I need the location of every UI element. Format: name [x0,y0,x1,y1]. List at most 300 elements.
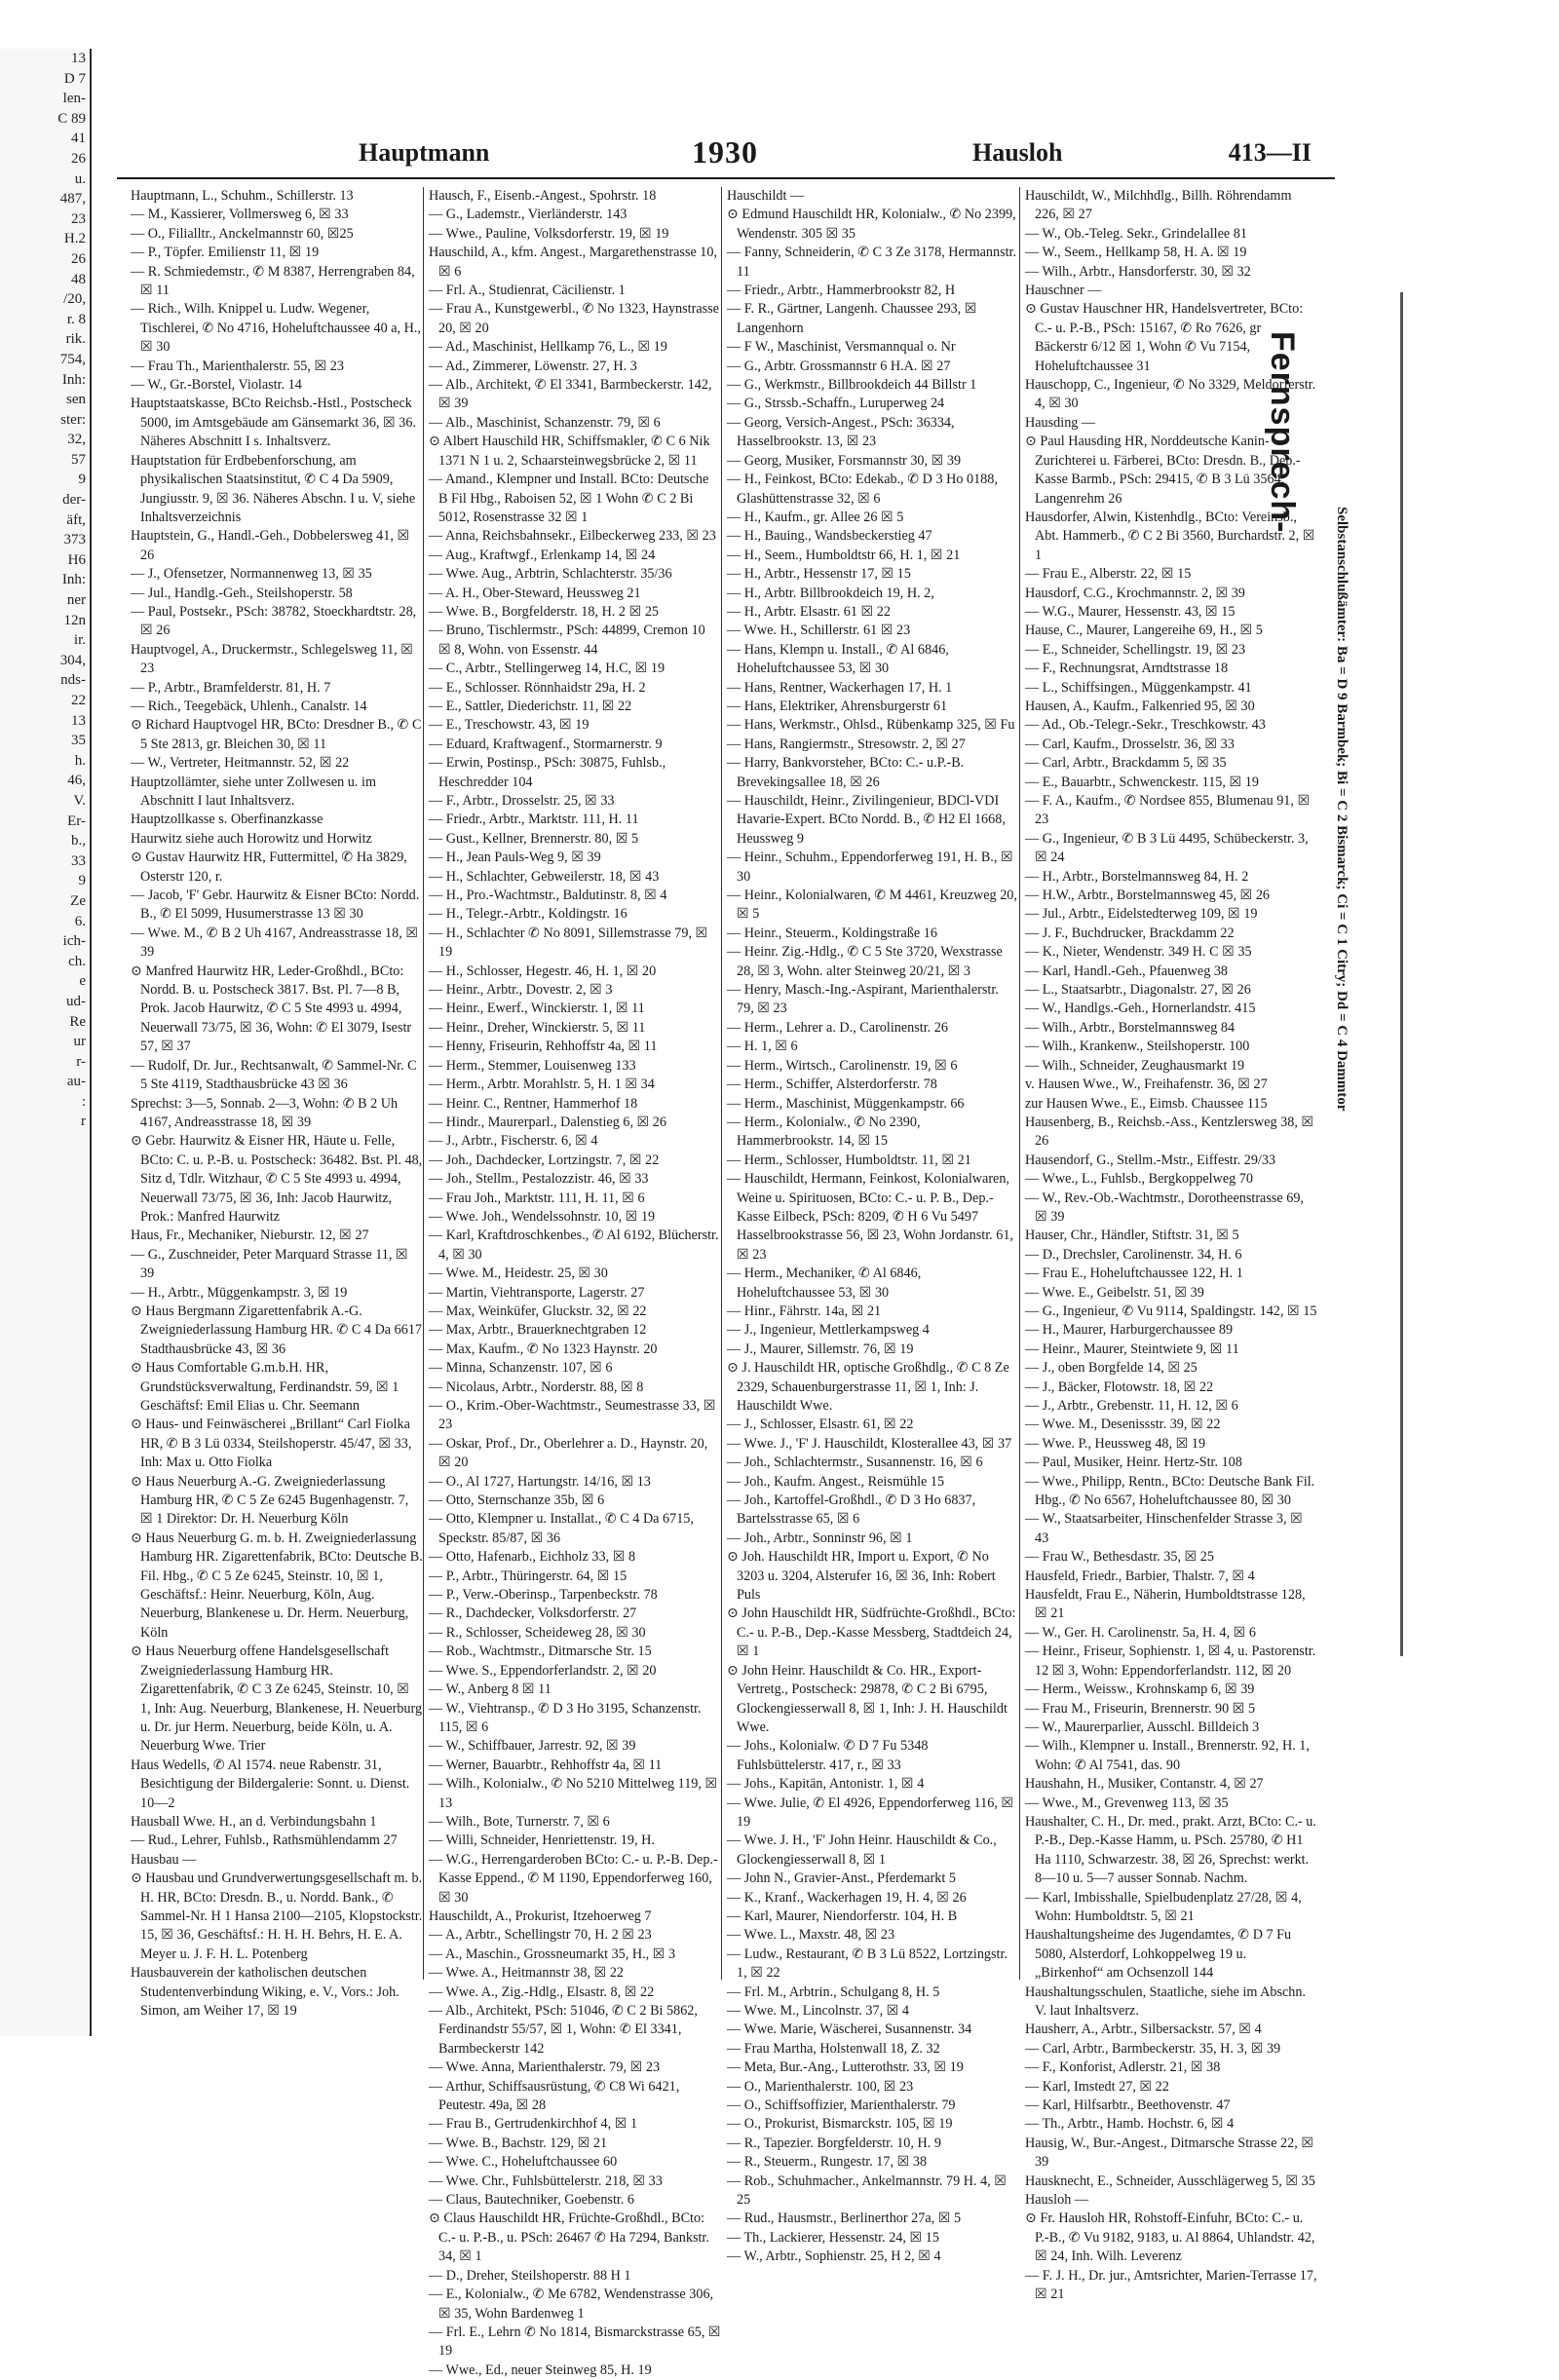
directory-entry: — Hans, Werkmstr., Ohlsd., Rübenkamp 325, ☒ Fu [727,717,1015,734]
directory-entry: — H., Arbtr., Müggenkampstr. 3, ☒ 19 [131,1284,348,1301]
directory-entry: — W.G., Maurer, Hessenstr. 43, ☒ 15 [1025,603,1236,620]
edge-fragment: H6 [67,551,86,568]
directory-entry: Hauschopp, C., Ingenieur, ✆ No 3329, Meldorferstr. 4, ☒ 30 [1025,377,1316,412]
directory-entry: — Herm., Weissw., Krohnskamp 6, ☒ 39 [1025,1681,1255,1698]
directory-entry: — Frau M., Friseurin, Brennerstr. 90 ☒ 5 [1025,1700,1256,1717]
directory-entry: — H. 1, ☒ 6 [727,1039,798,1055]
directory-entry: — Joh., Schlachtermstr., Susannenstr. 16, ☒ 6 [727,1454,983,1471]
edge-fragment: Ze [70,892,86,909]
directory-entry: — O., Al 1727, Hartungstr. 14/16, ☒ 13 [429,1473,651,1490]
directory-entry: — Th., Lackierer, Hessenstr. 24, ☒ 15 [727,2229,939,2246]
directory-entry: Hausig, W., Bur.-Angest., Ditmarsche Strasse 22, ☒ 39 [1025,2134,1314,2171]
directory-entry: — Joh., Kartoffel-Großhdl., ✆ D 3 Ho 6837, Bartelsstrasse 65, ☒ 6 [727,1492,976,1528]
directory-entry: — Erwin, Postinsp., PSch: 30875, Fuhlsb., Heschredder 104 [429,755,666,790]
directory-entry: — Carl, Arbtr., Barmbeckerstr. 35, H. 3, ☒ 39 [1025,2040,1281,2057]
edge-fragment: 41 [71,131,86,147]
directory-entry: Haus Wedells, ✆ Al 1574. neue Rabenstr. 31, Besichtigung der Bildergalerie: Sonnt. u. Dienst. 10—2 [131,1757,410,1811]
directory-entry: — F., Konforist, Adlerstr. 21, ☒ 38 [1025,2059,1221,2076]
directory-entry: — H., Arbtr., Borstelmannsweg 84, H. 2 [1025,868,1249,885]
directory-entry: ⊙ Gustav Hauschner HR, Handelsvertreter, BCto: C.- u. P.-B., PSch: 15167, ✆ Ro 7626, gr Bäckerstr 6/12 ☒ 1, Wohn ✆ Vu 7154, Hoheluftchaussee 31 [1025,301,1304,374]
directory-entry: — Joh., Stellm., Pestalozzistr. 46, ☒ 33 [429,1171,649,1188]
directory-entry: ⊙ Richard Hauptvogel HR, BCto: Dresdner B., ✆ C 5 Ste 2813, gr. Bleichen 30, ☒ 11 [131,717,422,752]
edge-fragment: len- [62,91,86,107]
directory-entry: — Jul., Handlg.-Geh., Steilshoperstr. 58 [131,585,353,601]
directory-entry: Hauschild, A., kfm. Angest., Margarethenstrasse 10, ☒ 6 [429,245,718,280]
directory-entry: ⊙ John Heinr. Hauschildt & Co. HR., Export-Vertretg., Postscheck: 29878, ✆ C 2 Bi 6795, Glockengiesserwall 8, ☒ 1, Inh: J. H. Hauschildt Wwe. [727,1662,1008,1735]
directory-entry: — John N., Gravier-Anst., Pferdemarkt 5 [727,1870,956,1887]
directory-entry: — Otto, Sternschanze 35b, ☒ 6 [429,1492,605,1509]
directory-entry: — Nicolaus, Arbtr., Norderstr. 88, ☒ 8 [429,1379,644,1395]
directory-entry: — Wilh., Arbtr., Hansdorferstr. 30, ☒ 32 [1025,263,1251,280]
edge-fragment: r [81,1114,86,1130]
directory-entry: — J., Schlosser, Elsastr. 61, ☒ 22 [727,1417,914,1433]
directory-entry: — Wwe. Julie, ✆ El 4926, Eppendorferweg 116, ☒ 19 [727,1794,1014,1830]
edge-fragment: au- [66,1074,86,1090]
directory-entry: — H.W., Arbtr., Borstelmannsweg 45, ☒ 26 [1025,888,1271,904]
directory-entry: ⊙ Haus- und Feinwäscherei „Brillant“ Carl Fiolka HR, ✆ B 3 Lü 0334, Steilshoperstr. 45/47, ☒ 33, Inh: Max u. Otto Fiolka [131,1417,412,1471]
directory-entry: Hauptvogel, A., Druckermstr., Schlegelsweg 11, ☒ 23 [131,641,413,677]
directory-entry: — Johs., Kapitän, Antonistr. 1, ☒ 4 [727,1776,925,1793]
directory-entry: — L., Schiffsingen., Müggenkampstr. 41 [1025,679,1252,696]
edge-fragment: e [79,973,86,990]
directory-entry: Hauptstation für Erdbebenforschung, am physikalischen Staatsinstitut, ✆ C 4 Da 5909, Jungiusstr. 9, ☒ 36. Näheres Abschn. I u. V, siehe Inhaltsverzeichnis [131,452,416,525]
directory-entry: — Heinr., Friseur, Sophienstr. 1, ☒ 4, u. Pastorenstr. 12 ☒ 3, Wohn: Eppendorferlandstr. 112, ☒ 20 [1025,1643,1316,1679]
directory-entry: — Oskar, Prof., Dr., Oberlehrer a. D., Haynstr. 20, ☒ 20 [429,1435,708,1471]
directory-entry: — Wwe. H., Schillerstr. 61 ☒ 23 [727,623,911,639]
binding-edge [1400,292,1403,1656]
edge-fragment: V. [73,792,86,809]
directory-entry: — F., Rechnungsrat, Arndtstrasse 18 [1025,661,1229,677]
directory-entry: — Rich., Wilh. Knippel u. Ludw. Wegener, Tischlerei, ✆ No 4716, Hoheluftchaussee 40 a, H., ☒ 30 [131,301,421,356]
directory-entry: — R. Schmiedemstr., ✆ M 8387, Herrengraben 84, ☒ 11 [131,263,415,299]
directory-entry: — Herm., Maschinist, Müggenkampstr. 66 [727,1095,965,1112]
directory-entry: — G., Arbtr. Grossmannstr 6 H.A. ☒ 27 [727,358,951,374]
directory-entry: Hauschildt — [727,188,805,204]
directory-entry: ⊙ Edmund Hauschildt HR, Kolonialw., ✆ No 2399, Wendenstr. 305 ☒ 35 [727,207,1016,242]
directory-entry: — Hinr., Fährstr. 14a, ☒ 21 [727,1303,882,1319]
directory-entry: — Karl, Maurer, Niendorferstr. 104, H. B [727,1908,958,1924]
directory-entry: — W., Arbtr., Sophienstr. 25, H 2, ☒ 4 [727,2248,941,2265]
directory-entry: — K., Kranf., Wackerhagen 19, H. 4, ☒ 26 [727,1889,967,1906]
directory-entry: — Anna, Reichsbahnsekr., Eilbeckerweg 233, ☒ 23 [429,528,716,545]
edge-fragment: 6. [74,913,86,929]
directory-entry: — E., Schneider, Schellingstr. 19, ☒ 23 [1025,641,1246,658]
directory-entry: Haus, Fr., Mechaniker, Nieburstr. 12, ☒ 27 [131,1228,369,1244]
edge-fragment: 22 [71,693,86,708]
directory-entry: — Bruno, Tischlermstr., PSch: 44899, Cremon 10 ☒ 8, Wohn. von Essenstr. 44 [429,623,705,658]
directory-entry: ⊙ Fr. Hausloh HR, Rohstoff-Einfuhr, BCto: C.- u. P.-B., ✆ Vu 9182, 9183, u. Al 8864, Uhlandstr. 42, ☒ 24, Inh. Wilh. Leverenz [1025,2210,1315,2265]
edge-fragment: 48 [71,271,86,287]
directory-entry: ⊙ Paul Hausding HR, Norddeutsche Kanin-Zurichterei u. Färberei, BCto: Dresdn. B., Dep.-Kasse Barmb., PSch: 29415, ✆ B 3 Lü 3564, Langenrehm 26 [1025,434,1301,507]
edge-fragment: Inh: [61,572,86,588]
directory-entry: — Gust., Kellner, Brennerstr. 80, ☒ 5 [429,830,639,847]
directory-entry: — Joh., Kaufm. Angest., Reismühle 15 [727,1473,945,1490]
directory-entry: — Rud., Hausmstr., Berlinerthor 27a, ☒ 5 [727,2210,962,2227]
directory-entry: — Frau Joh., Marktstr. 111, H. 11, ☒ 6 [429,1190,645,1206]
directory-entry: — Paul, Musiker, Heinr. Hertz-Str. 108 [1025,1454,1242,1471]
directory-entry: ⊙ Joh. Hauschildt HR, Import u. Export, ✆ No 3203 u. 3204, Alsterufer 16, ☒ 36, Inh: Robert Puls [727,1549,996,1604]
directory-entry: — H., Kaufm., gr. Allee 26 ☒ 5 [727,509,904,525]
directory-entry: — Heinr., Ewerf., Winckierstr. 1, ☒ 11 [429,1001,645,1017]
directory-entry: — E., Schlosser. Rönnhaidstr 29a, H. 2 [429,679,646,696]
edge-fragment: 13 [71,712,86,729]
directory-entry: Hausdorfer, Alwin, Kistenhdlg., BCto: Vereinsb., Abt. Hammerb., ✆ C 2 Bi 3560, Burchardstr. 2, ☒ 1 [1025,509,1315,563]
directory-entry: — Max, Weinküfer, Gluckstr. 32, ☒ 22 [429,1303,647,1319]
directory-entry: — A. H., Ober-Steward, Heussweg 21 [429,585,641,601]
directory-entry: — G., Werkmstr., Billbrookdeich 44 Billstr 1 [727,377,977,394]
directory-entry: — Frau A., Kunstgewerbl., ✆ No 1323, Haynstrasse 20, ☒ 20 [429,301,719,336]
directory-entry: — Alb., Maschinist, Schanzenstr. 79, ☒ 6 [429,414,661,431]
edge-fragment: 9 [78,873,86,889]
directory-entry: — R., Dachdecker, Volksdorferstr. 27 [429,1606,637,1622]
directory-entry: — Rob., Schuhmacher., Ankelmannstr. 79 H. 4, ☒ 25 [727,2172,1007,2209]
directory-entry: Hauschner — [1025,283,1102,299]
directory-entry: — Otto, Klempner u. Installat., ✆ C 4 Da 6715, Speckstr. 85/87, ☒ 36 [429,1511,694,1546]
directory-entry: — Heinr., Maurer, Steintwiete 9, ☒ 11 [1025,1341,1239,1357]
directory-entry: — Jul., Arbtr., Eidelstedterweg 109, ☒ 19 [1025,906,1258,923]
directory-entry: Hauptmann, L., Schuhm., Schillerstr. 13 [131,188,354,204]
directory-entry: — Th., Arbtr., Hamb. Hochstr. 6, ☒ 4 [1025,2116,1235,2133]
edge-fragment: ster: [60,411,86,428]
directory-entry: — Alb., Architekt, PSch: 51046, ✆ C 2 Bi 5862, Ferdinandstr 55/57, ☒ 1, Wohn: ✆ El 3341, Barmbeckerstr 142 [429,2003,698,2057]
edge-fragment: Inh: [61,371,86,388]
directory-entry: — Herm., Wirtsch., Carolinenstr. 19, ☒ 6 [727,1057,958,1074]
directory-entry: Hausenberg, B., Reichsb.-Ass., Kentzlersweg 38, ☒ 26 [1025,1114,1314,1150]
directory-entry: — Max, Arbtr., Brauerknechtgraben 12 [429,1322,647,1339]
directory-entry: — Martin, Viehtransporte, Lagerstr. 27 [429,1284,645,1301]
directory-entry: Hausknecht, E., Schneider, Ausschlägerweg 5, ☒ 35 [1025,2172,1315,2189]
directory-entry: — Georg, Musiker, Forsmannstr 30, ☒ 39 [727,452,962,469]
directory-entry: ⊙ Manfred Haurwitz HR, Leder-Großhdl., BCto: Nordd. B. u. Postscheck 3817. Bst. Pl. 7—8 B, Prok. Jacob Haurwitz, ✆ C 5 Ste 4993 u. 4994, Neuerwall 73/75, ☒ 36, Wohn: ✆ El 3079, Isestr 57, ☒ 37 [131,963,412,1055]
edge-fragment: ud- [66,993,86,1009]
directory-entry: — Wwe., Pauline, Volksdorferstr. 19, ☒ 19 [429,225,669,242]
directory-entry: — L., Staatsarbtr., Diagonalstr. 27, ☒ 26 [1025,982,1251,999]
edge-fragment: 57 [71,451,86,468]
directory-entry: — W., Anberg 8 ☒ 11 [429,1681,551,1698]
directory-entry: — Heinr., Kolonialwaren, ✆ M 4461, Kreuzweg 20, ☒ 5 [727,888,1017,923]
directory-entry: — H., Maurer, Harburgerchaussee 89 [1025,1322,1234,1339]
directory-entry: — Carl, Kaufm., Drosselstr. 36, ☒ 33 [1025,736,1235,752]
edge-fragment: : [81,1093,86,1110]
directory-entry: — Werner, Bauarbtr., Rehhoffstr 4a, ☒ 11 [429,1757,663,1773]
directory-entry: — Frau Th., Marienthalerstr. 55, ☒ 23 [131,358,344,374]
directory-entry: — P., Verw.-Oberinsp., Tarpenbeckstr. 78 [429,1587,658,1604]
directory-entry: Hausfeld, Friedr., Barbier, Thalstr. 7, ☒ 4 [1025,1568,1255,1584]
directory-entry: — J., Arbtr., Grebenstr. 11, H. 12, ☒ 6 [1025,1398,1238,1414]
edge-fragment: äft, [66,511,86,528]
directory-entry: — G., Lademstr., Vierländerstr. 143 [429,207,627,223]
directory-entry: — Herm., Kolonialw., ✆ No 2390, Hammerbrookstr. 14, ☒ 15 [727,1114,921,1150]
edge-fragment: r. 8 [66,311,86,327]
edge-fragment: rik. [65,331,86,348]
directory-entry: — Wwe. J. H., 'F' John Heinr. Hauschildt & Co., Glockengiesserwall 8, ☒ 1 [727,1832,997,1868]
directory-entry: — F. R., Gärtner, Langenh. Chaussee 293, ☒ Langenhorn [727,301,977,336]
directory-entry: Hausendorf, G., Stellm.-Mstr., Eiffestr. 29/33 [1025,1152,1276,1168]
directory-entry: — Wilh., Arbtr., Borstelmannsweg 84 [1025,1019,1236,1036]
directory-entry: — J., Ofensetzer, Normannenweg 13, ☒ 35 [131,566,372,583]
directory-entry: — Frau E., Hoheluftchaussee 122, H. 1 [1025,1266,1243,1282]
directory-entry: — Wilh., Schneider, Zeughausmarkt 19 [1025,1057,1245,1074]
directory-entry: ⊙ Haus Comfortable G.m.b.H. HR, Grundstücksverwaltung, Ferdinandstr. 59, ☒ 1 Geschäftsf: Emil Elias u. Chr. Seemann [131,1360,399,1414]
edge-fragment: Re [69,1013,86,1030]
directory-entry: — Rich., Teegebäck, Uhlenh., Canalstr. 14 [131,698,367,714]
directory-entry: — Heinr., Steuerm., Koldingstraße 16 [727,925,937,941]
edge-fragment: sen [66,392,86,408]
directory-entry: — Wwe., L., Fuhlsb., Bergkoppelweg 70 [1025,1171,1253,1188]
directory-entry: — Karl, Kraftdroschkenbes., ✆ Al 6192, Blücherstr. 4, ☒ 30 [429,1228,719,1263]
directory-entry: Haushalter, C. H., Dr. med., prakt. Arzt, BCto: C.- u. P.-B., Dep.-Kasse Hamm, u. PSch. 25780, ✆ H1 Ha 1110, Schwarzestr. 38, ☒ 26, Sprechst: werkt. 8—10 u. 5—7 ausser Sonnab. Nachm. [1025,1813,1316,1887]
directory-entry: — Wwe. J., 'F' J. Hauschildt, Klosterallee 43, ☒ 37 [727,1435,1012,1452]
edge-fragment: 9 [78,472,86,488]
directory-entry: — E., Treschowstr. 43, ☒ 19 [429,717,589,734]
edge-fragment: ch. [68,953,86,969]
directory-entry: — H., Arbtr., Hessenstr 17, ☒ 15 [727,566,911,583]
directory-entry: — Wwe. Marie, Wäscherei, Susannenstr. 34 [727,2021,972,2038]
directory-entry: — Rob., Wachtmstr., Ditmarsche Str. 15 [429,1643,652,1660]
fernsprech-title: Fernsprech- [1264,331,1301,534]
directory-entry: — W., Staatsarbeiter, Hinschenfelder Strasse 3, ☒ 43 [1025,1511,1303,1546]
directory-entry: — Karl, Handl.-Geh., Pfauenweg 38 [1025,963,1229,979]
directory-entry: — Friedr., Arbtr., Marktstr. 111, H. 11 [429,812,639,828]
directory-entry: — Heinr., Dreher, Winckierstr. 5, ☒ 11 [429,1019,646,1036]
directory-entry: — Otto, Hafenarb., Eichholz 33, ☒ 8 [429,1549,636,1566]
directory-entry: — Minna, Schanzenstr. 107, ☒ 6 [429,1360,613,1377]
directory-entry: — H., Bauing., Wandsbeckerstieg 47 [727,528,932,545]
directory-entry: — D., Drechsler, Carolinenstr. 34, H. 6 [1025,1246,1242,1263]
directory-entry: — Hans, Rentner, Wackerhagen 17, H. 1 [727,679,953,696]
directory-entry: — Frau W., Bethesdastr. 35, ☒ 25 [1025,1549,1214,1566]
edge-fragment: 35 [71,733,86,749]
directory-entry: — Rudolf, Dr. Jur., Rechtsanwalt, ✆ Sammel-Nr. C 5 Ste 4119, Stadthausbrücke 43 ☒ 36 [131,1057,417,1093]
directory-entry: — A., Maschin., Grossneumarkt 35, H., ☒ 3 [429,1946,676,1962]
directory-entry: — J., oben Borgfelde 14, ☒ 25 [1025,1360,1198,1377]
directory-entry: — Frl. A., Studienrat, Cäcilienstr. 1 [429,283,626,299]
directory-entry: — Wwe. B., Borgfelderstr. 18, H. 2 ☒ 25 [429,603,660,620]
directory-entry: — Fanny, Schneiderin, ✆ C 3 Ze 3178, Hermannstr. 11 [727,245,1017,280]
edge-fragment: ich- [62,933,86,950]
directory-entry: — Wwe. M., ✆ B 2 Uh 4167, Andreasstrasse 18, ☒ 39 [131,925,419,961]
directory-entry: — W.G., Herrengarderoben BCto: C.- u. P.-B. Dep.-Kasse Eppend., ✆ M 1190, Eppendorferweg 160, ☒ 30 [429,1851,718,1906]
directory-entry: — O., Schiffsoffizier, Marienthalerstr. 79 [727,2097,956,2114]
page-number: 413—II [1228,138,1312,167]
directory-entry: — Wwe. M., Desenissstr. 39, ☒ 22 [1025,1417,1221,1433]
directory-entry: — Heinr., Schuhm., Eppendorferweg 191, H. B., ☒ 30 [727,850,1013,885]
edge-fragment: ir. [73,632,86,649]
directory-entry: — H., Feinkost, BCto: Edekab., ✆ D 3 Ho 0188, Glashüttenstrasse 32, ☒ 6 [727,472,998,507]
directory-entry: — H., Pro.-Wachtmstr., Baldutinstr. 8, ☒ 4 [429,888,667,904]
adjacent-page-edge [0,49,92,2036]
directory-entry: ⊙ John Hauschildt HR, Südfrüchte-Großhdl., BCto: C.- u. P.-B., Dep.-Kasse Messberg, Stadtdeich 24, ☒ 1 [727,1606,1016,1660]
directory-entry: — Karl, Imbisshalle, Spielbudenplatz 27/28, ☒ 4, Wohn: Humboldtstr. 5, ☒ 21 [1025,1889,1302,1924]
directory-entry: Hausbau — [131,1851,197,1868]
directory-entry: — P., Arbtr., Bramfelderstr. 81, H. 7 [131,679,331,696]
directory-entry: Haushahn, H., Musiker, Contanstr. 4, ☒ 27 [1025,1776,1264,1793]
directory-entry: — W., Ger. H. Carolinenstr. 5a, H. 4, ☒ 6 [1025,1624,1256,1641]
directory-entry: — Amand., Klempner und Install. BCto: Deutsche B Fil Hbg., Raboisen 52, ☒ 1 Wohn ✆ C 2 Bi 5012, Rosenstrasse 32 ☒ 1 [429,472,709,525]
column-3 [727,187,1020,2265]
edge-fragment: h. [74,752,86,769]
directory-entry: — R., Steuerm., Rungestr. 17, ☒ 38 [727,2154,928,2171]
directory-entry: — Max, Kaufm., ✆ No 1323 Haynstr. 20 [429,1341,658,1357]
directory-entry: ⊙ Hausbau und Grundverwertungsgesellschaft m. b. H. HR, BCto: Dresdn. B., u. Nordd. Bank., ✆ Sammel-Nr. H 1 Hansa 2100—2105, Klopstockstr. 15, ☒ 36, Geschäftsf.: H. H. H. Behrs, H. E. A. Meyer u. J. F. H. L. Potenberg [131,1870,423,1962]
directory-entry: — P., Töpfer. Emilienstr 11, ☒ 19 [131,245,320,261]
directory-entry: — Wwe. B., Bachstr. 129, ☒ 21 [429,2134,608,2151]
header-first-name: Hauptmann [359,138,490,167]
edge-fragment: D 7 [63,70,86,87]
directory-entry: — Wwe. Chr., Fuhlsbüttelerstr. 218, ☒ 33 [429,2172,663,2189]
directory-entry: — Hans, Elektriker, Ahrensburgerstr 61 [727,698,948,714]
edge-fragment: 23 [71,210,86,227]
edge-fragment: 754, [59,351,86,367]
directory-entry: — Wwe., Ed., neuer Steinweg 85, H. 19 [429,2361,652,2378]
directory-entry: — Rud., Lehrer, Fuhlsb., Rathsmühlendamm 27 [131,1832,398,1849]
directory-entry: — J., Ingenieur, Mettlerkampsweg 4 [727,1322,930,1339]
directory-entry: — Herm., Mechaniker, ✆ Al 6846, Hoheluftchaussee 53, ☒ 30 [727,1266,922,1301]
directory-entry: — Paul, Postsekr., PSch: 38782, Stoeckhardtstr. 28, ☒ 26 [131,603,417,639]
directory-entry: — Wwe. A., Zig.-Hdlg., Elsastr. 8, ☒ 22 [429,1983,655,2000]
edge-fragment: 26 [71,150,86,167]
directory-entry: ⊙ J. Hauschildt HR, optische Großhdlg., ✆ C 8 Ze 2329, Schauenburgerstrasse 11, ☒ 1, Inh: J. Hauschildt Wwe. [727,1360,1009,1414]
directory-entry: ⊙ Gebr. Haurwitz & Eisner HR, Häute u. Felle, BCto: C. u. P.-B. u. Postscheck: 36482. Bst. Pl. 48, Sitz d, Tdlr. Witzhaur, ✆ C 5 Ste 4993 u. 4994, Neuerwall 73/75, ☒ 36, Inh: Jacob Haurwitz, Prok.: Manfred Haurwitz [131,1133,423,1225]
directory-entry: — O., Marienthalerstr. 100, ☒ 23 [727,2078,914,2095]
directory-entry: Hausloh — [1025,2192,1089,2209]
directory-entry: Hausbauverein der katholischen deutschen Studentenverbindung Wiking, e. V., Vors.: Joh. Simon, am Weiher 17, ☒ 19 [131,1965,399,2019]
directory-entry: Hauptstein, G., Handl.-Geh., Dobbelersweg 41, ☒ 26 [131,528,410,563]
directory-entry: — F., Arbtr., Drosselstr. 25, ☒ 33 [429,793,615,809]
edge-fragment: 33 [71,852,86,869]
directory-entry: Hausdorf, C.G., Krochmannstr. 2, ☒ 39 [1025,585,1245,601]
directory-entry: — H., Arbtr. Elsastr. 61 ☒ 22 [727,603,891,620]
edge-fragment: Er- [67,812,86,829]
directory-entry: — F W., Maschinist, Versmannqual o. Nr [727,339,956,356]
directory-entry: — Frau E., Alberstr. 22, ☒ 15 [1025,566,1192,583]
directory-entry: — O., Krim.-Ober-Wachtmstr., Seumestrasse 33, ☒ 23 [429,1398,716,1433]
directory-entry: — Heinr. C., Rentner, Hammerhof 18 [429,1095,638,1112]
directory-entry: — W., Gr.-Borstel, Violastr. 14 [131,377,302,394]
directory-entry: — Wilh., Kolonialw., ✆ No 5210 Mittelweg 119, ☒ 13 [429,1776,718,1811]
directory-entry: — Wilh., Klempner u. Install., Brennerstr. 92, H. 1, Wohn: ✆ Al 7541, das. 90 [1025,1738,1310,1773]
directory-entry: — H., Jean Pauls-Weg 9, ☒ 39 [429,850,601,866]
directory-entry: — Aug., Kraftwgf., Erlenkamp 14, ☒ 24 [429,547,656,563]
directory-entry: — Alb., Architekt, ✆ El 3341, Barmbeckerstr. 142, ☒ 39 [429,377,712,412]
directory-entry: — Wwe. L., Maxstr. 48, ☒ 23 [727,1927,895,1944]
column-1 [131,187,424,2019]
directory-entry: Hausherr, A., Arbtr., Silbersackstr. 57, ☒ 4 [1025,2021,1262,2038]
directory-entry: — Wwe. M., Lincolnstr. 37, ☒ 4 [727,2003,910,2019]
directory-entry: — R., Tapezier. Borgfelderstr. 10, H. 9 [727,2134,941,2151]
directory-entry: — O., Prokurist, Bismarckstr. 105, ☒ 19 [727,2116,953,2133]
edge-fragment: /20, [63,291,86,308]
directory-entry: — Wwe. Aug., Arbtrin, Schlachterstr. 35/36 [429,566,672,583]
directory-entry: ⊙ Albert Hauschild HR, Schiffsmakler, ✆ C 6 Nik 1371 N 1 u. 2, Schaarsteinwegsbrücke 2, ☒ 11 [429,434,710,469]
directory-entry: — H., Schlachter ✆ No 8091, Sillemstrasse 79, ☒ 19 [429,925,708,961]
column-2 [429,187,722,2378]
directory-entry: — Arthur, Schiffsausrüstung, ✆ C8 Wi 6421, Peutestr. 49a, ☒ 28 [429,2078,680,2114]
directory-entry: — Carl, Arbtr., Brackdamm 5, ☒ 35 [1025,755,1227,772]
directory-entry: — Frau Martha, Holstenwall 18, Z. 32 [727,2040,940,2057]
exchange-legend: Selbstanschlußämter: Ba = D 9 Barmbek; Bi = C 2 Bismarck; Ci = C 1 Citry; Dd = C 4 Dammtor [1334,507,1350,1112]
directory-entry: — G., Zuschneider, Peter Marquard Strasse 11, ☒ 39 [131,1246,408,1282]
directory-entry: — K., Nieter, Wendenstr. 349 H. C ☒ 35 [1025,944,1252,961]
directory-entry: — A., Arbtr., Schellingstr 70, H. 2 ☒ 23 [429,1927,652,1944]
directory-entry: — H., Schlachter, Gebweilerstr. 18, ☒ 43 [429,868,660,885]
directory-entry: Hausen, A., Kaufm., Falkenried 95, ☒ 30 [1025,698,1255,714]
directory-entry: ⊙ Haus Neuerburg offene Handelsgesellschaft Zweigniederlassung Hamburg HR. Zigarettenfabrik, ✆ C 3 Ze 6245, Steinstr. 10, ☒ 1, Inh: Aug. Neuerburg, Blankenese, H. Neuerburg u. Dr. jur Herm. Neuerburg, beide Köln, u. A. Neuerburg Wwe. Trier [131,1643,423,1755]
directory-entry: Hause, C., Maurer, Langereihe 69, H., ☒ 5 [1025,623,1263,639]
edge-fragment: 12n [63,612,86,628]
directory-entry: — Eduard, Kraftwagenf., Stormarnerstr. 9 [429,736,663,752]
directory-entry: — E., Sattler, Diederichstr. 11, ☒ 22 [429,698,632,714]
directory-entry: ⊙ Claus Hauschildt HR, Früchte-Großhdl., BCto: C.- u. P.-B., u. PSch: 26467 ✆ Ha 7294, Bankstr. 34, ☒ 1 [429,2210,709,2265]
edge-fragment: 26 [71,250,86,267]
edge-fragment: 13 [71,51,86,66]
directory-entry: — Herm., Arbtr. Morahlstr. 5, H. 1 ☒ 34 [429,1077,655,1093]
directory-entry: — R., Schlosser, Scheideweg 28, ☒ 30 [429,1624,646,1641]
directory-entry: — Ludw., Restaurant, ✆ B 3 Lü 8522, Lortzingstr. 1, ☒ 22 [727,1946,1008,1982]
directory-entry: — Frl. E., Lehrn ✆ No 1814, Bismarckstrasse 65, ☒ 19 [429,2323,721,2360]
directory-entry: Haushaltungsheime des Jugendamtes, ✆ D 7 Fu 5080, Alsterdorf, Lohkoppelweg 19 u. „Birkenhof“ am Ochsenzoll 144 [1025,1927,1292,1982]
directory-entry: — J., Maurer, Sillemstr. 76, ☒ 19 [727,1341,914,1357]
edge-fragment: nds- [60,672,86,689]
directory-entry: — Wwe. S., Eppendorferlandstr. 2, ☒ 20 [429,1662,657,1679]
page-header [117,134,1335,179]
directory-entry: — H., Seem., Humboldtstr 66, H. 1, ☒ 21 [727,547,961,563]
directory-entry: — W., Viehtransp., ✆ D 3 Ho 3195, Schanzenstr. 115, ☒ 6 [429,1700,702,1735]
directory-entry: — Meta, Bur.-Ang., Lutterothstr. 33, ☒ 19 [727,2059,964,2076]
directory-entry: — Hans, Rangiermstr., Stresowstr. 2, ☒ 27 [727,736,966,752]
directory-entry: — Harry, Bankvorsteher, BCto: C.- u.P.-B. Brevekingsallee 18, ☒ 26 [727,755,965,790]
directory-entry: — Hauschildt, Hermann, Feinkost, Kolonialwaren, Weine u. Spirituosen, BCto: C.- u. P. B., Dep.-Kasse Eilbeck, PSch: 8209, ✆ H 6 Vu 5497 Hasselbrookstrasse 56, ☒ 23, Wohn Jordanstr. 61, ☒ 23 [727,1171,1014,1263]
directory-entry: — H., Arbtr. Billbrookdeich 19, H. 2, [727,585,934,601]
directory-entry: — Wwe. C., Hoheluftchaussee 60 [429,2154,618,2171]
edge-fragment: u. [74,170,86,187]
directory-entry: — Willi, Schneider, Henriettenstr. 19, H. [429,1832,655,1849]
directory-entry: — Jacob, 'F' Gebr. Haurwitz & Eisner BCto: Nordd. B., ✆ El 5099, Husumerstrasse 13 ☒ 30 [131,888,420,923]
header-last-name: Hausloh [972,138,1063,167]
directory-entry: — Wwe. E., Geibelstr. 51, ☒ 39 [1025,1284,1204,1301]
directory-entry: — F. J. H., Dr. jur., Amtsrichter, Marien-Terrasse 17, ☒ 21 [1025,2267,1317,2303]
directory-entry: Hauptzollämter, siehe unter Zollwesen u. im Abschnitt I laut Inhaltsverz. [131,774,376,809]
directory-entry: — Herm., Lehrer a. D., Carolinenstr. 26 [727,1019,948,1036]
directory-entry: Haurwitz siehe auch Horowitz und Horwitz [131,830,372,847]
directory-entry: — Ad., Maschinist, Hellkamp 76, L., ☒ 19 [429,339,667,356]
directory-entry: — W., Seem., Hellkamp 58, H. A. ☒ 19 [1025,245,1247,261]
directory-entry: — J., Bäcker, Flotowstr. 18, ☒ 22 [1025,1379,1214,1395]
directory-entry: — Wwe., Philipp, Rentn., BCto: Deutsche Bank Fil. Hbg., ✆ No 6567, Hoheluftchaussee 80, ☒ 30 [1025,1473,1315,1509]
directory-entry: — W., Maurerparlier, Ausschl. Billdeich 3 [1025,1719,1260,1735]
directory-entry: ⊙ Haus Neuerburg G. m. b. H. Zweigniederlassung Hamburg HR. Zigarettenfabrik, BCto: Deutsche B. Fil. Hbg., ✆ C 5 Ze 6245, Steinstr. 10, ☒ 1, Geschäftsf.: Heinr. Neuerburg, Köln, Aug. Neuerburg, Blankenese u. Dr. Herm. Neuerburg, Köln [131,1530,423,1641]
directory-entry: — Wwe. Joh., Wendelssohnstr. 10, ☒ 19 [429,1208,656,1225]
edge-fragment: 46, [67,773,86,789]
edge-fragment: H.2 [63,231,86,247]
directory-entry: Hausfeldt, Frau E., Näherin, Humboldtstrasse 128, ☒ 21 [1025,1587,1306,1622]
directory-entry: — Karl, Hilfsarbtr., Beethovenstr. 47 [1025,2097,1231,2114]
directory-entry: — Heinr., Arbtr., Dovestr. 2, ☒ 3 [429,982,613,999]
directory-entry: v. Hausen Wwe., W., Freihafenstr. 36, ☒ 27 [1025,1077,1268,1093]
directory-entry: ⊙ Gustav Haurwitz HR, Futtermittel, ✆ Ha 3829, Osterstr 120, r. [131,850,407,885]
directory-entry: Hauschildt, W., Milchhdlg., Billh. Röhrendamm 226, ☒ 27 [1025,188,1292,223]
directory-entry: — Frl. M., Arbtrin., Schulgang 8, H. 5 [727,1983,940,2000]
directory-entry: — Wwe. Anna, Marienthalerstr. 79, ☒ 23 [429,2059,661,2076]
directory-entry: — Wilh., Krankenw., Steilshoperstr. 100 [1025,1039,1250,1055]
directory-entry: — Hindr., Maurerparl., Dalenstieg 6, ☒ 26 [429,1114,666,1130]
directory-entry: — P., Arbtr., Thüringerstr. 64, ☒ 15 [429,1568,627,1584]
directory-entry: — Hauschildt, Heinr., Zivilingenieur, BDCl-VDI Havarie-Expert. BCto Nordd. B., ✆ H2 El 1668, Heussweg 9 [727,793,1006,847]
directory-entry: — Wwe. M., Heidestr. 25, ☒ 30 [429,1266,608,1282]
edge-fragment: 304, [59,652,86,668]
edge-fragment: ur [73,1034,86,1050]
directory-entry: — H., Schlosser, Hegestr. 46, H. 1, ☒ 20 [429,963,657,979]
